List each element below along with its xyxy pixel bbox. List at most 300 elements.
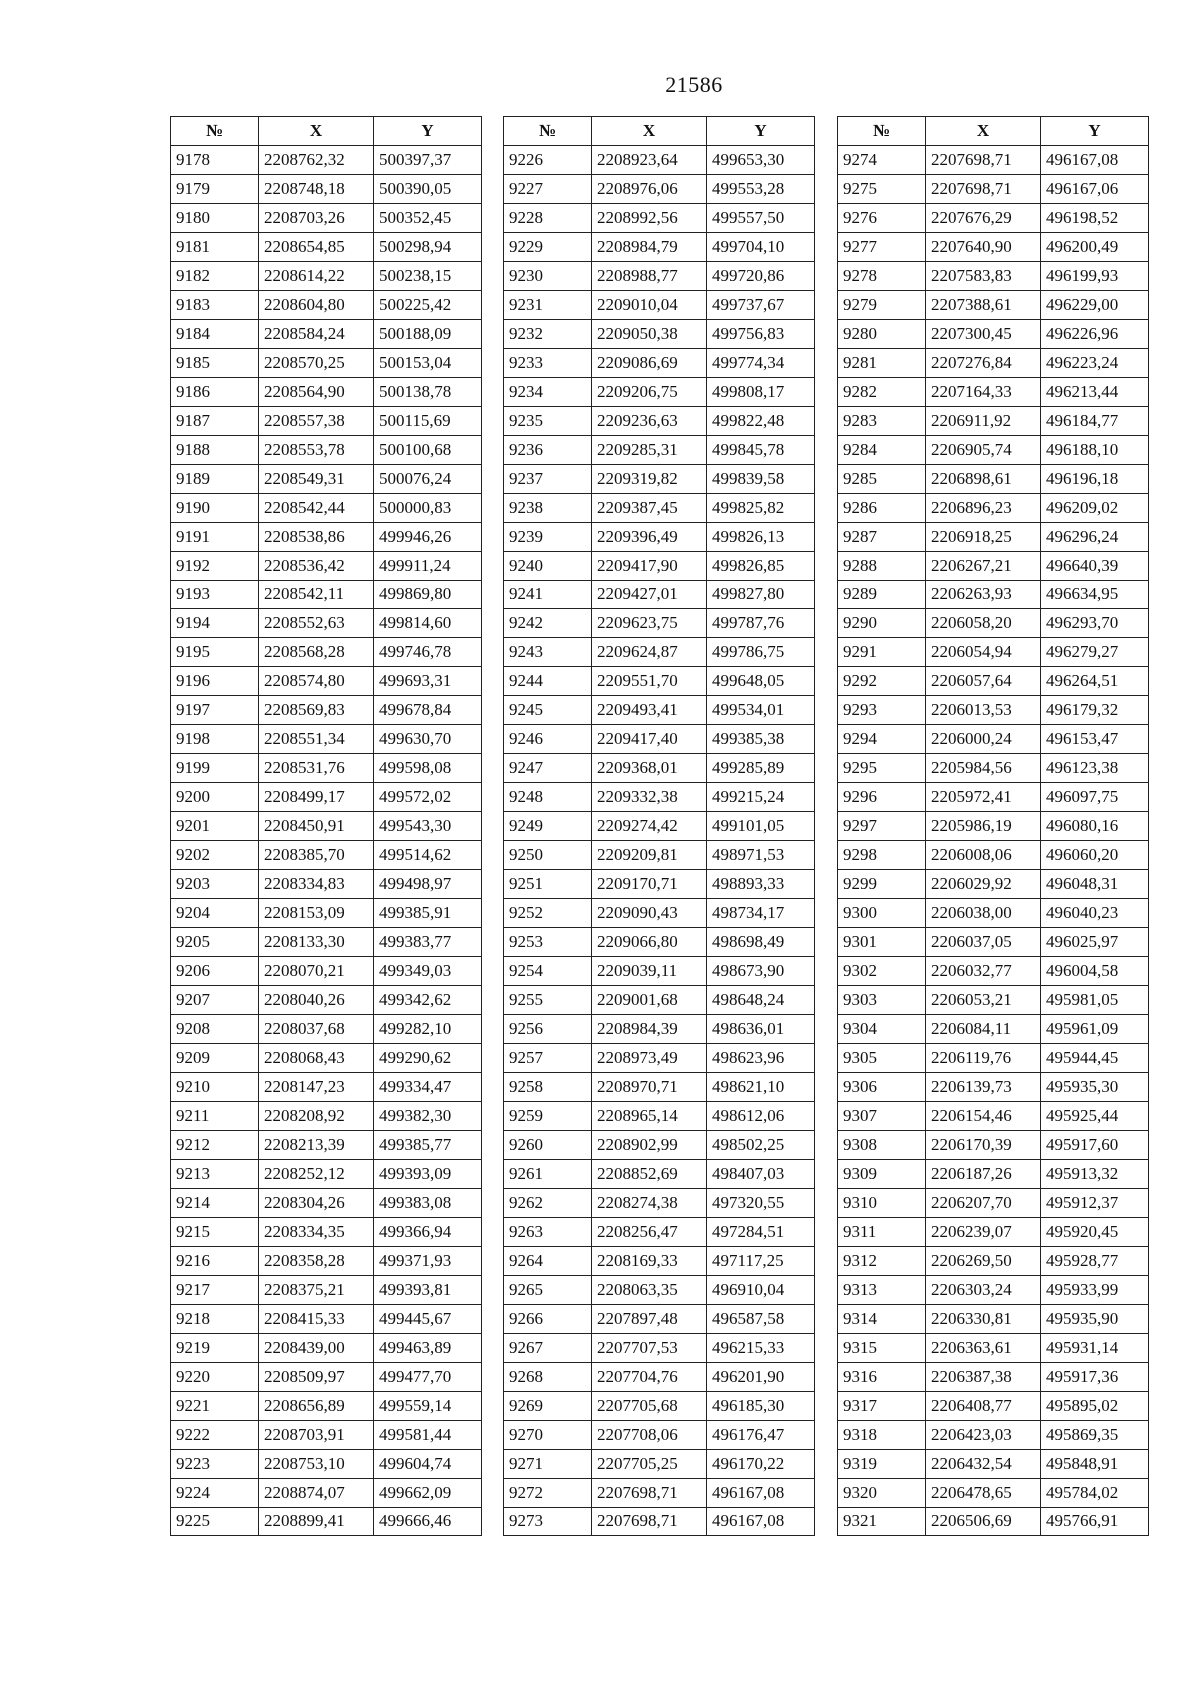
- table-row: [504, 1449, 815, 1478]
- table-row: [838, 1478, 1149, 1507]
- x-coordinate-cell: 2206911,92: [926, 406, 1041, 435]
- y-coordinate-cell: 499342,62: [374, 986, 482, 1015]
- table-row: [504, 1072, 815, 1101]
- y-coordinate-cell: 495869,35: [1041, 1420, 1149, 1449]
- point-number-cell: 9256: [504, 1015, 592, 1044]
- y-coordinate-cell: 499653,30: [707, 145, 815, 174]
- point-number-cell: 9206: [171, 957, 259, 986]
- y-coordinate-cell: 495920,45: [1041, 1217, 1149, 1246]
- y-coordinate-cell: 500238,15: [374, 261, 482, 290]
- point-number-cell: 9267: [504, 1333, 592, 1362]
- point-number-cell: 9295: [838, 754, 926, 783]
- column-header-y: Y: [1041, 117, 1149, 146]
- y-coordinate-cell: 496097,75: [1041, 783, 1149, 812]
- x-coordinate-cell: 2206267,21: [926, 551, 1041, 580]
- table-row: [171, 986, 482, 1015]
- table-row: [504, 1130, 815, 1159]
- y-coordinate-cell: 499662,09: [374, 1478, 482, 1507]
- x-coordinate-cell: 2206207,70: [926, 1188, 1041, 1217]
- point-number-cell: 9192: [171, 551, 259, 580]
- y-coordinate-cell: 499604,74: [374, 1449, 482, 1478]
- x-coordinate-cell: 2206154,46: [926, 1101, 1041, 1130]
- y-coordinate-cell: 499598,08: [374, 754, 482, 783]
- y-coordinate-cell: 499371,93: [374, 1246, 482, 1275]
- point-number-cell: 9223: [171, 1449, 259, 1478]
- x-coordinate-cell: 2206898,61: [926, 464, 1041, 493]
- point-number-cell: 9265: [504, 1275, 592, 1304]
- x-coordinate-cell: 2206032,77: [926, 957, 1041, 986]
- x-coordinate-cell: 2208703,26: [259, 203, 374, 232]
- y-coordinate-cell: 498648,24: [707, 986, 815, 1015]
- table-row: [838, 638, 1149, 667]
- x-coordinate-cell: 2208574,80: [259, 667, 374, 696]
- y-coordinate-cell: 499382,30: [374, 1101, 482, 1130]
- y-coordinate-cell: 498893,33: [707, 870, 815, 899]
- table-row: [838, 1275, 1149, 1304]
- y-coordinate-cell: 496640,39: [1041, 551, 1149, 580]
- point-number-cell: 9229: [504, 232, 592, 261]
- table-row: [504, 957, 815, 986]
- page-number: 21586: [665, 72, 723, 97]
- y-coordinate-cell: 497320,55: [707, 1188, 815, 1217]
- x-coordinate-cell: 2206269,50: [926, 1246, 1041, 1275]
- table-row: [838, 145, 1149, 174]
- point-number-cell: 9216: [171, 1246, 259, 1275]
- y-coordinate-cell: 499581,44: [374, 1420, 482, 1449]
- point-number-cell: 9248: [504, 783, 592, 812]
- table-row: [171, 638, 482, 667]
- y-coordinate-cell: 500138,78: [374, 377, 482, 406]
- x-coordinate-cell: 2206478,65: [926, 1478, 1041, 1507]
- table-row: [171, 1217, 482, 1246]
- table-row: [838, 841, 1149, 870]
- x-coordinate-cell: 2208852,69: [592, 1159, 707, 1188]
- point-number-cell: 9191: [171, 522, 259, 551]
- y-coordinate-cell: 496153,47: [1041, 725, 1149, 754]
- table-row: [171, 261, 482, 290]
- y-coordinate-cell: 500153,04: [374, 348, 482, 377]
- y-coordinate-cell: 499385,91: [374, 899, 482, 928]
- point-number-cell: 9226: [504, 145, 592, 174]
- y-coordinate-cell: 496587,58: [707, 1304, 815, 1333]
- column-header-y: Y: [707, 117, 815, 146]
- x-coordinate-cell: 2206905,74: [926, 435, 1041, 464]
- y-coordinate-cell: 496167,08: [707, 1478, 815, 1507]
- y-coordinate-cell: 499553,28: [707, 174, 815, 203]
- x-coordinate-cell: 2208304,26: [259, 1188, 374, 1217]
- point-number-cell: 9228: [504, 203, 592, 232]
- point-number-cell: 9217: [171, 1275, 259, 1304]
- y-coordinate-cell: 499678,84: [374, 696, 482, 725]
- x-coordinate-cell: 2206408,77: [926, 1391, 1041, 1420]
- point-number-cell: 9296: [838, 783, 926, 812]
- y-coordinate-cell: 498621,10: [707, 1072, 815, 1101]
- table-row: [171, 1072, 482, 1101]
- table-row: [171, 1101, 482, 1130]
- point-number-cell: 9186: [171, 377, 259, 406]
- table-row: [171, 203, 482, 232]
- x-coordinate-cell: 2208984,39: [592, 1015, 707, 1044]
- y-coordinate-cell: 499543,30: [374, 812, 482, 841]
- x-coordinate-cell: 2209427,01: [592, 580, 707, 609]
- column-header-number: №: [838, 117, 926, 146]
- table-row: [838, 1044, 1149, 1073]
- point-number-cell: 9198: [171, 725, 259, 754]
- point-number-cell: 9319: [838, 1449, 926, 1478]
- table-row: [838, 812, 1149, 841]
- table-row: [504, 667, 815, 696]
- x-coordinate-cell: 2206008,06: [926, 841, 1041, 870]
- table-row: [838, 986, 1149, 1015]
- table-row: [171, 406, 482, 435]
- x-coordinate-cell: 2209236,63: [592, 406, 707, 435]
- y-coordinate-cell: 496213,44: [1041, 377, 1149, 406]
- y-coordinate-cell: 496279,27: [1041, 638, 1149, 667]
- y-coordinate-cell: 499534,01: [707, 696, 815, 725]
- table-row: [504, 319, 815, 348]
- point-number-cell: 9272: [504, 1478, 592, 1507]
- y-coordinate-cell: 499911,24: [374, 551, 482, 580]
- y-coordinate-cell: 500225,42: [374, 290, 482, 319]
- x-coordinate-cell: 2207708,06: [592, 1420, 707, 1449]
- table-row: [838, 754, 1149, 783]
- y-coordinate-cell: 499349,03: [374, 957, 482, 986]
- table-row: [838, 1101, 1149, 1130]
- x-coordinate-cell: 2208551,34: [259, 725, 374, 754]
- point-number-cell: 9225: [171, 1507, 259, 1536]
- point-number-cell: 9195: [171, 638, 259, 667]
- x-coordinate-cell: 2208874,07: [259, 1478, 374, 1507]
- table-row: [838, 290, 1149, 319]
- point-number-cell: 9277: [838, 232, 926, 261]
- point-number-cell: 9321: [838, 1507, 926, 1536]
- x-coordinate-cell: 2209039,11: [592, 957, 707, 986]
- table-row: [171, 145, 482, 174]
- point-number-cell: 9199: [171, 754, 259, 783]
- point-number-cell: 9194: [171, 609, 259, 638]
- y-coordinate-cell: 495913,32: [1041, 1159, 1149, 1188]
- x-coordinate-cell: 2209417,40: [592, 725, 707, 754]
- point-number-cell: 9241: [504, 580, 592, 609]
- x-coordinate-cell: 2207583,83: [926, 261, 1041, 290]
- y-coordinate-cell: 499826,85: [707, 551, 815, 580]
- coordinates-table-2: [503, 116, 815, 1536]
- column-header-x: X: [592, 117, 707, 146]
- table-row: [171, 812, 482, 841]
- y-coordinate-cell: 500000,83: [374, 493, 482, 522]
- point-number-cell: 9230: [504, 261, 592, 290]
- table-row: [504, 232, 815, 261]
- table-row: [838, 580, 1149, 609]
- y-coordinate-cell: 499946,26: [374, 522, 482, 551]
- point-number-cell: 9182: [171, 261, 259, 290]
- x-coordinate-cell: 2206330,81: [926, 1304, 1041, 1333]
- table-row: [504, 580, 815, 609]
- y-coordinate-cell: 498636,01: [707, 1015, 815, 1044]
- y-coordinate-cell: 495935,30: [1041, 1072, 1149, 1101]
- x-coordinate-cell: 2208542,44: [259, 493, 374, 522]
- y-coordinate-cell: 499693,31: [374, 667, 482, 696]
- x-coordinate-cell: 2208213,39: [259, 1130, 374, 1159]
- x-coordinate-cell: 2208252,12: [259, 1159, 374, 1188]
- y-coordinate-cell: 499666,46: [374, 1507, 482, 1536]
- x-coordinate-cell: 2207164,33: [926, 377, 1041, 406]
- x-coordinate-cell: 2208568,28: [259, 638, 374, 667]
- point-number-cell: 9279: [838, 290, 926, 319]
- table-row: [504, 1015, 815, 1044]
- table-row: [838, 319, 1149, 348]
- x-coordinate-cell: 2208570,25: [259, 348, 374, 377]
- table-row: [504, 783, 815, 812]
- table-row: [504, 1044, 815, 1073]
- table-row: [838, 261, 1149, 290]
- y-coordinate-cell: 498407,03: [707, 1159, 815, 1188]
- point-number-cell: 9243: [504, 638, 592, 667]
- x-coordinate-cell: 2208569,83: [259, 696, 374, 725]
- table-row: [171, 1015, 482, 1044]
- point-number-cell: 9303: [838, 986, 926, 1015]
- table-row: [838, 1391, 1149, 1420]
- x-coordinate-cell: 2208992,56: [592, 203, 707, 232]
- point-number-cell: 9252: [504, 899, 592, 928]
- y-coordinate-cell: 496176,47: [707, 1420, 815, 1449]
- point-number-cell: 9269: [504, 1391, 592, 1420]
- y-coordinate-cell: 499720,86: [707, 261, 815, 290]
- table-row: [504, 928, 815, 957]
- x-coordinate-cell: 2208902,99: [592, 1130, 707, 1159]
- table-row: [504, 1478, 815, 1507]
- point-number-cell: 9184: [171, 319, 259, 348]
- point-number-cell: 9282: [838, 377, 926, 406]
- y-coordinate-cell: 499383,77: [374, 928, 482, 957]
- point-number-cell: 9301: [838, 928, 926, 957]
- table-row: [504, 609, 815, 638]
- x-coordinate-cell: 2206387,38: [926, 1362, 1041, 1391]
- x-coordinate-cell: 2206000,24: [926, 725, 1041, 754]
- x-coordinate-cell: 2206303,24: [926, 1275, 1041, 1304]
- y-coordinate-cell: 498673,90: [707, 957, 815, 986]
- x-coordinate-cell: 2208256,47: [592, 1217, 707, 1246]
- table-row: [838, 493, 1149, 522]
- table-row: [504, 754, 815, 783]
- x-coordinate-cell: 2208531,76: [259, 754, 374, 783]
- point-number-cell: 9288: [838, 551, 926, 580]
- y-coordinate-cell: 495933,99: [1041, 1275, 1149, 1304]
- x-coordinate-cell: 2206918,25: [926, 522, 1041, 551]
- point-number-cell: 9233: [504, 348, 592, 377]
- point-number-cell: 9294: [838, 725, 926, 754]
- y-coordinate-cell: 496215,33: [707, 1333, 815, 1362]
- x-coordinate-cell: 2206363,61: [926, 1333, 1041, 1362]
- y-coordinate-cell: 500115,69: [374, 406, 482, 435]
- y-coordinate-cell: 499786,75: [707, 638, 815, 667]
- point-number-cell: 9190: [171, 493, 259, 522]
- point-number-cell: 9300: [838, 899, 926, 928]
- y-coordinate-cell: 499825,82: [707, 493, 815, 522]
- y-coordinate-cell: 499737,67: [707, 290, 815, 319]
- y-coordinate-cell: 497117,25: [707, 1246, 815, 1275]
- x-coordinate-cell: 2208385,70: [259, 841, 374, 870]
- table-row: [838, 1188, 1149, 1217]
- x-coordinate-cell: 2207705,68: [592, 1391, 707, 1420]
- table-row: [171, 435, 482, 464]
- y-coordinate-cell: 499445,67: [374, 1304, 482, 1333]
- x-coordinate-cell: 2208542,11: [259, 580, 374, 609]
- x-coordinate-cell: 2207676,29: [926, 203, 1041, 232]
- y-coordinate-cell: 496296,24: [1041, 522, 1149, 551]
- y-coordinate-cell: 495912,37: [1041, 1188, 1149, 1217]
- point-number-cell: 9280: [838, 319, 926, 348]
- x-coordinate-cell: 2208375,21: [259, 1275, 374, 1304]
- y-coordinate-cell: 499393,81: [374, 1275, 482, 1304]
- y-coordinate-cell: 498502,25: [707, 1130, 815, 1159]
- y-coordinate-cell: 496167,08: [707, 1507, 815, 1536]
- y-coordinate-cell: 500397,37: [374, 145, 482, 174]
- x-coordinate-cell: 2208063,35: [592, 1275, 707, 1304]
- table-row: [171, 1507, 482, 1536]
- table-header-row: [838, 117, 1149, 146]
- point-number-cell: 9276: [838, 203, 926, 232]
- point-number-cell: 9313: [838, 1275, 926, 1304]
- point-number-cell: 9193: [171, 580, 259, 609]
- x-coordinate-cell: 2209387,45: [592, 493, 707, 522]
- point-number-cell: 9268: [504, 1362, 592, 1391]
- x-coordinate-cell: 2206506,69: [926, 1507, 1041, 1536]
- table-header-row: [171, 117, 482, 146]
- y-coordinate-cell: 496196,18: [1041, 464, 1149, 493]
- x-coordinate-cell: 2208068,43: [259, 1044, 374, 1073]
- table-row: [171, 232, 482, 261]
- table-row: [838, 1130, 1149, 1159]
- point-number-cell: 9213: [171, 1159, 259, 1188]
- y-coordinate-cell: 495766,91: [1041, 1507, 1149, 1536]
- point-number-cell: 9187: [171, 406, 259, 435]
- point-number-cell: 9299: [838, 870, 926, 899]
- table-row: [171, 348, 482, 377]
- y-coordinate-cell: 499814,60: [374, 609, 482, 638]
- x-coordinate-cell: 2208536,42: [259, 551, 374, 580]
- y-coordinate-cell: 496179,32: [1041, 696, 1149, 725]
- x-coordinate-cell: 2206119,76: [926, 1044, 1041, 1073]
- table-row: [171, 464, 482, 493]
- point-number-cell: 9250: [504, 841, 592, 870]
- table-row: [838, 1246, 1149, 1275]
- y-coordinate-cell: 498698,49: [707, 928, 815, 957]
- table-row: [171, 783, 482, 812]
- y-coordinate-cell: 495931,14: [1041, 1333, 1149, 1362]
- table-row: [171, 493, 482, 522]
- point-number-cell: 9275: [838, 174, 926, 203]
- table-row: [171, 522, 482, 551]
- y-coordinate-cell: 496198,52: [1041, 203, 1149, 232]
- x-coordinate-cell: 2209050,38: [592, 319, 707, 348]
- table-row: [838, 899, 1149, 928]
- table-row: [838, 870, 1149, 899]
- point-number-cell: 9197: [171, 696, 259, 725]
- y-coordinate-cell: 496167,06: [1041, 174, 1149, 203]
- x-coordinate-cell: 2209010,04: [592, 290, 707, 319]
- y-coordinate-cell: 496910,04: [707, 1275, 815, 1304]
- point-number-cell: 9308: [838, 1130, 926, 1159]
- coordinates-table-1: [170, 116, 482, 1536]
- point-number-cell: 9315: [838, 1333, 926, 1362]
- x-coordinate-cell: 2208748,18: [259, 174, 374, 203]
- point-number-cell: 9318: [838, 1420, 926, 1449]
- x-coordinate-cell: 2209624,87: [592, 638, 707, 667]
- x-coordinate-cell: 2206058,20: [926, 609, 1041, 638]
- point-number-cell: 9208: [171, 1015, 259, 1044]
- point-number-cell: 9314: [838, 1304, 926, 1333]
- table-header-row: [504, 117, 815, 146]
- point-number-cell: 9320: [838, 1478, 926, 1507]
- table-row: [838, 1159, 1149, 1188]
- table-row: [171, 1333, 482, 1362]
- y-coordinate-cell: 496060,20: [1041, 841, 1149, 870]
- point-number-cell: 9232: [504, 319, 592, 348]
- point-number-cell: 9210: [171, 1072, 259, 1101]
- y-coordinate-cell: 499827,80: [707, 580, 815, 609]
- x-coordinate-cell: 2206057,64: [926, 667, 1041, 696]
- table-row: [504, 1507, 815, 1536]
- x-coordinate-cell: 2208169,33: [592, 1246, 707, 1275]
- y-coordinate-cell: 498612,06: [707, 1101, 815, 1130]
- table-row: [171, 1246, 482, 1275]
- table-row: [838, 1420, 1149, 1449]
- x-coordinate-cell: 2209319,82: [592, 464, 707, 493]
- table-row: [838, 1449, 1149, 1478]
- x-coordinate-cell: 2208762,32: [259, 145, 374, 174]
- table-row: [504, 899, 815, 928]
- point-number-cell: 9247: [504, 754, 592, 783]
- x-coordinate-cell: 2208984,79: [592, 232, 707, 261]
- x-coordinate-cell: 2208564,90: [259, 377, 374, 406]
- table-row: [171, 319, 482, 348]
- y-coordinate-cell: 499630,70: [374, 725, 482, 754]
- y-coordinate-cell: 500100,68: [374, 435, 482, 464]
- y-coordinate-cell: 495961,09: [1041, 1015, 1149, 1044]
- x-coordinate-cell: 2208153,09: [259, 899, 374, 928]
- point-number-cell: 9285: [838, 464, 926, 493]
- point-number-cell: 9253: [504, 928, 592, 957]
- y-coordinate-cell: 496209,02: [1041, 493, 1149, 522]
- y-coordinate-cell: 499393,09: [374, 1159, 482, 1188]
- x-coordinate-cell: 2207698,71: [926, 145, 1041, 174]
- table-row: [504, 1333, 815, 1362]
- x-coordinate-cell: 2208334,35: [259, 1217, 374, 1246]
- table-row: [171, 957, 482, 986]
- x-coordinate-cell: 2208604,80: [259, 290, 374, 319]
- point-number-cell: 9270: [504, 1420, 592, 1449]
- point-number-cell: 9257: [504, 1044, 592, 1073]
- x-coordinate-cell: 2209332,38: [592, 783, 707, 812]
- point-number-cell: 9311: [838, 1217, 926, 1246]
- table-row: [504, 986, 815, 1015]
- y-coordinate-cell: 499845,78: [707, 435, 815, 464]
- x-coordinate-cell: 2209170,71: [592, 870, 707, 899]
- table-row: [504, 1246, 815, 1275]
- x-coordinate-cell: 2207897,48: [592, 1304, 707, 1333]
- point-number-cell: 9185: [171, 348, 259, 377]
- y-coordinate-cell: 496226,96: [1041, 319, 1149, 348]
- table-row: [171, 609, 482, 638]
- table-row: [171, 725, 482, 754]
- x-coordinate-cell: 2209090,43: [592, 899, 707, 928]
- x-coordinate-cell: 2209086,69: [592, 348, 707, 377]
- y-coordinate-cell: 496223,24: [1041, 348, 1149, 377]
- y-coordinate-cell: 495917,36: [1041, 1362, 1149, 1391]
- table-row: [504, 1362, 815, 1391]
- table-row: [838, 1362, 1149, 1391]
